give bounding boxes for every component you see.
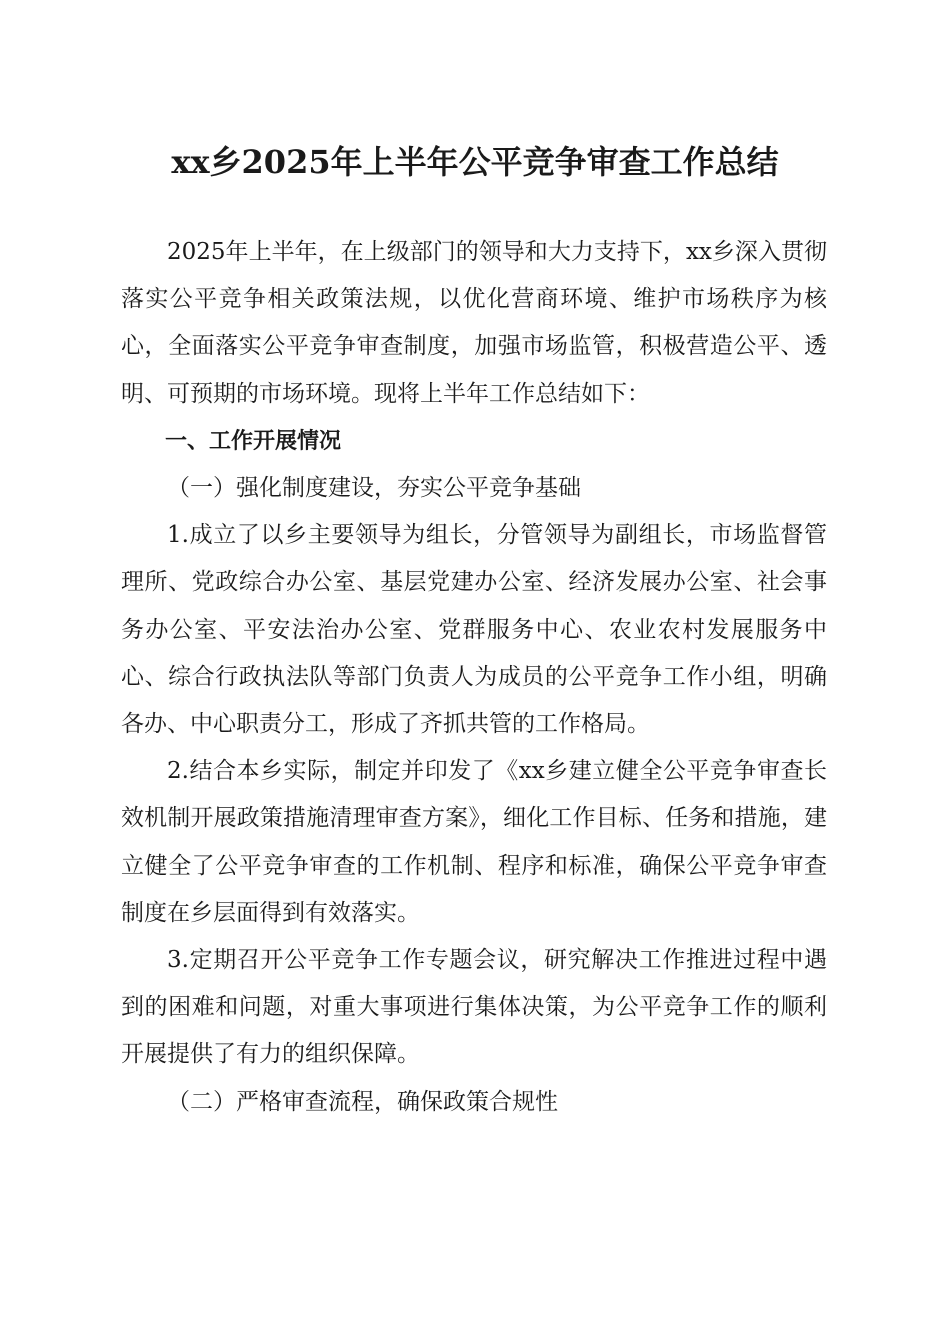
subsection-heading-1: （一）强化制度建设，夯实公平竞争基础: [167, 475, 581, 502]
document-title: xx乡2025年上半年公平竞争审查工作总结: [171, 143, 779, 181]
paragraph-item-3: 3.定期召开公平竞争工作专题会议，研究解决工作推进过程中遇到的困难和问题，对重大事项进行集体决策，为公平竞争工作的顺利开展提供了有力的组织保障。: [121, 947, 827, 1068]
intro-paragraph: 2025年上半年，在上级部门的领导和大力支持下，xx乡深入贯彻落实公平竞争相关政策法规，以优化营商环境、维护市场秩序为核心，全面落实公平竞争审查制度，加强市场监管，积极营造公平、透明、可预期的市场环境。现将上半年工作总结如下：: [121, 239, 827, 407]
paragraph-item-1: 1.成立了以乡主要领导为组长，分管领导为副组长，市场监督管理所、党政综合办公室、基层党建办公室、经济发展办公室、社会事务办公室、平安法治办公室、党群服务中心、农业农村发展服务中心、综合行政执法队等部门负责人为成员的公平竞争工作小组，明确各办、中心职责分工，形成了齐抓共管的工作格局。: [121, 522, 827, 738]
document-body: [121, 229, 827, 1126]
section-heading-1: 一、工作开展情况: [165, 428, 342, 454]
subsection-heading-2: （二）严格审查流程，确保政策合规性: [167, 1088, 558, 1115]
paragraph-item-2: 2.结合本乡实际，制定并印发了《xx乡建立健全公平竞争审查长效机制开展政策措施清理审查方案》，细化工作目标、任务和措施，建立健全了公平竞争审查的工作机制、程序和标准，确保公平竞争审查制度在乡层面得到有效落实。: [121, 758, 827, 926]
